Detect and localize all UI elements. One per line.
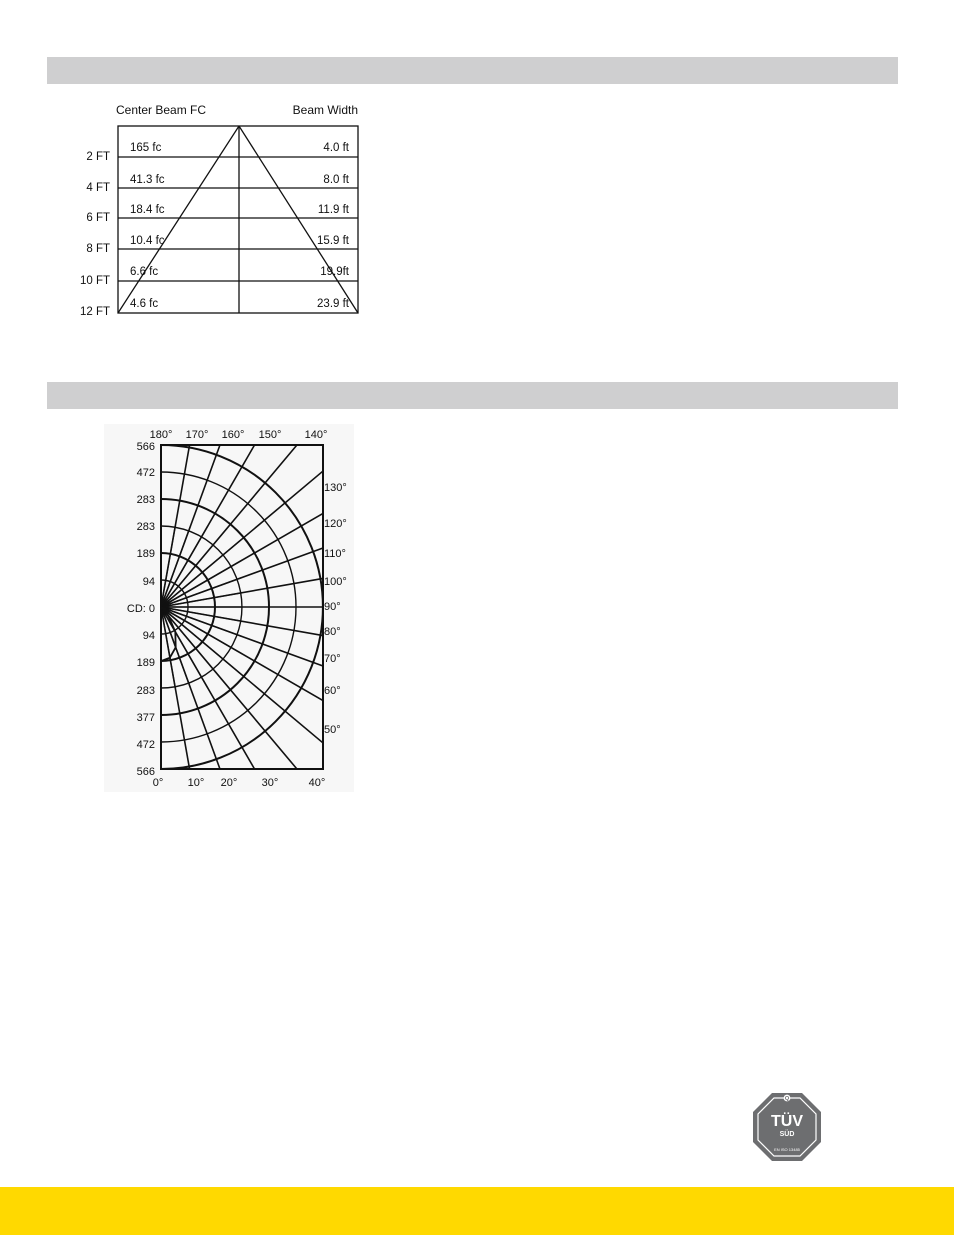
beam-center-fc-value: 6.6 fc [130,266,159,278]
polar-bottom-angle-label: 20° [220,777,238,789]
polar-right-angle-label: 100° [324,576,347,588]
svg-text:EN ISO 13485: EN ISO 13485 [774,1147,800,1152]
polar-bottom-angle-label: 30° [261,777,279,789]
polar-candela-label: 566 [136,441,155,453]
svg-text:Q: Q [784,1096,790,1103]
polar-bottom-angle-label: 10° [187,777,205,789]
polar-candela-label: 566 [136,766,155,778]
tuv-sud-certification-logo [752,1092,822,1162]
polar-candela-label: 189 [136,548,155,560]
beam-width-value: 15.9 ft [317,235,349,247]
beam-distance-label: 2 FT [86,151,110,163]
beam-center-fc-value: 18.4 fc [130,204,165,216]
beam-center-fc-value: 41.3 fc [130,174,165,186]
beam-center-fc-value: 165 fc [130,142,162,154]
polar-candela-center-label: CD: 0 [126,603,155,615]
beam-distance-label: 12 FT [79,306,110,318]
polar-candela-label: 283 [136,685,155,697]
beam-distance-label: 4 FT [86,182,110,194]
svg-text:SÜD: SÜD [779,1131,795,1138]
beam-header-right: Beam Width [292,103,358,117]
polar-right-angle-label: 70° [324,653,341,665]
polar-candela-label: 377 [136,712,155,724]
polar-right-angle-label: 80° [324,626,341,638]
polar-top-angle-label: 160° [221,429,245,441]
polar-candela-label: 472 [136,739,155,751]
polar-top-angle-label: 180° [149,429,173,441]
polar-right-angle-label: 60° [324,685,341,697]
beam-distance-label: 8 FT [86,243,110,255]
polar-candela-label: 283 [136,521,155,533]
polar-candela-label: 283 [136,494,155,506]
polar-right-angle-label: 90° [324,601,341,613]
polar-right-angle-label: 50° [324,724,341,736]
beam-width-value: 19.9ft [320,266,349,278]
beam-width-value: 8.0 ft [323,174,349,186]
beam-width-value: 11.9 ft [317,204,349,216]
beam-center-fc-value: 4.6 fc [130,298,159,310]
beam-header-left: Center Beam FC [116,103,207,117]
polar-right-angle-label: 130° [324,482,347,494]
polar-candela-label: 94 [142,630,155,642]
svg-text:TÜV: TÜV [771,1113,803,1130]
polar-candela-label: 189 [136,657,155,669]
beam-distance-label: 10 FT [79,275,110,287]
polar-bottom-angle-label: 0° [152,777,164,789]
polar-bottom-angle-label: 40° [308,777,326,789]
polar-right-angle-label: 120° [324,518,347,530]
polar-top-angle-label: 170° [185,429,209,441]
polar-candela-label: 472 [136,467,155,479]
polar-right-angle-label: 110° [324,548,346,560]
polar-candela-label: 94 [142,576,155,588]
beam-width-value: 23.9 ft [317,298,349,310]
beam-center-fc-value: 10.4 fc [130,235,165,247]
footer-bar [0,1187,954,1235]
polar-top-angle-label: 140° [304,429,328,441]
beam-width-value: 4.0 ft [323,142,349,154]
polar-top-angle-label: 150° [258,429,282,441]
beam-distance-label: 6 FT [86,212,110,224]
